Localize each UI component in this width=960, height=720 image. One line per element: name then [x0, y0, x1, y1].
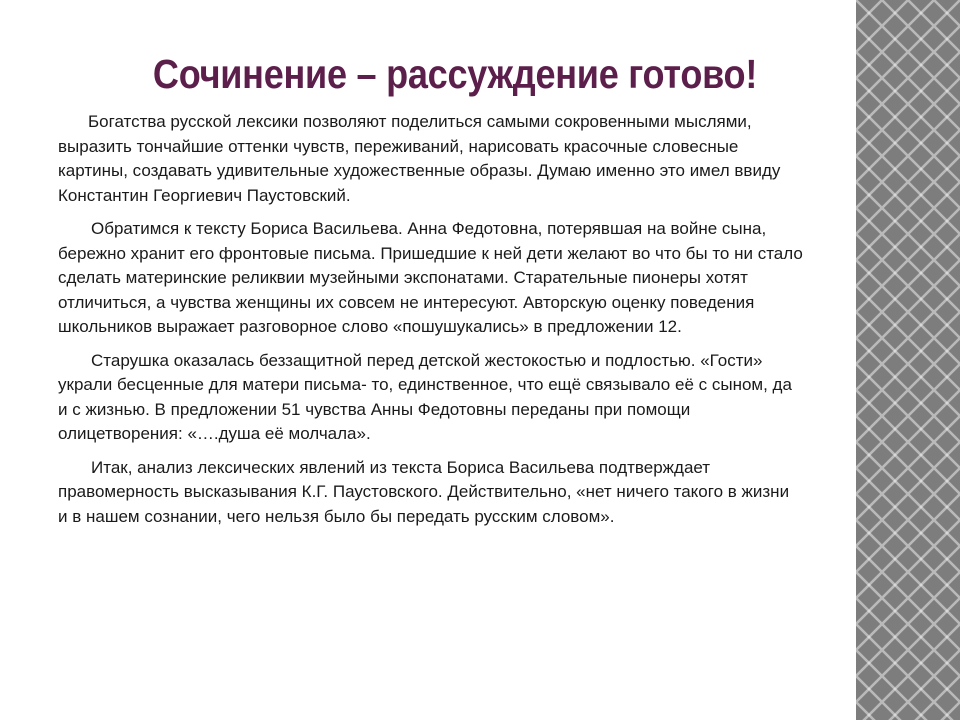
slide-title: Сочинение – рассуждение готово!	[152, 51, 758, 97]
paragraph-2: Обратимся к тексту Бориса Васильева. Анна Федотовна, потерявшая на войне сына, бережно хранит его фронтовые письма. Пришедшие к ней дети желают во что бы то ни стало сделать материнские реликвии музейными экспонатами. Старательные пионеры хотят отличиться, а чувства женщины их совсем не интересуют. Авторскую оценку поведения школьников выражает разговорное слово «пошушукались» в предложении 12.	[58, 219, 803, 336]
paragraph-1: Богатства русской лексики позволяют поделиться самыми сокровенными мыслями, выразить тончайшие оттенки чувств, переживаний, нарисовать красочные словесные картины, создавать удивительные художественные образы. Думаю именно это имел ввиду Константин Георгиевич Паустовский.	[58, 112, 781, 205]
decorative-side-pattern	[856, 0, 960, 720]
paragraph-4: Итак, анализ лексических явлений из текста Бориса Васильева подтверждает правомерность высказывания К.Г. Паустовского. Действительно, «нет ничего такого в жизни и в нашем сознании, чего нельзя было бы передать русским словом».	[58, 457, 790, 526]
paragraph-3: Старушка оказалась беззащитной перед детской жестокостью и подлостью. «Гости» украли бесценные для матери письма- то, единственное, что ещё связывало её с сыном, да и с жизнью. В предложении 51 чувства Анны Федотовны переданы при помощи олицетворения: «….душа её молчала».	[58, 350, 792, 443]
slide-body	[58, 110, 803, 538]
